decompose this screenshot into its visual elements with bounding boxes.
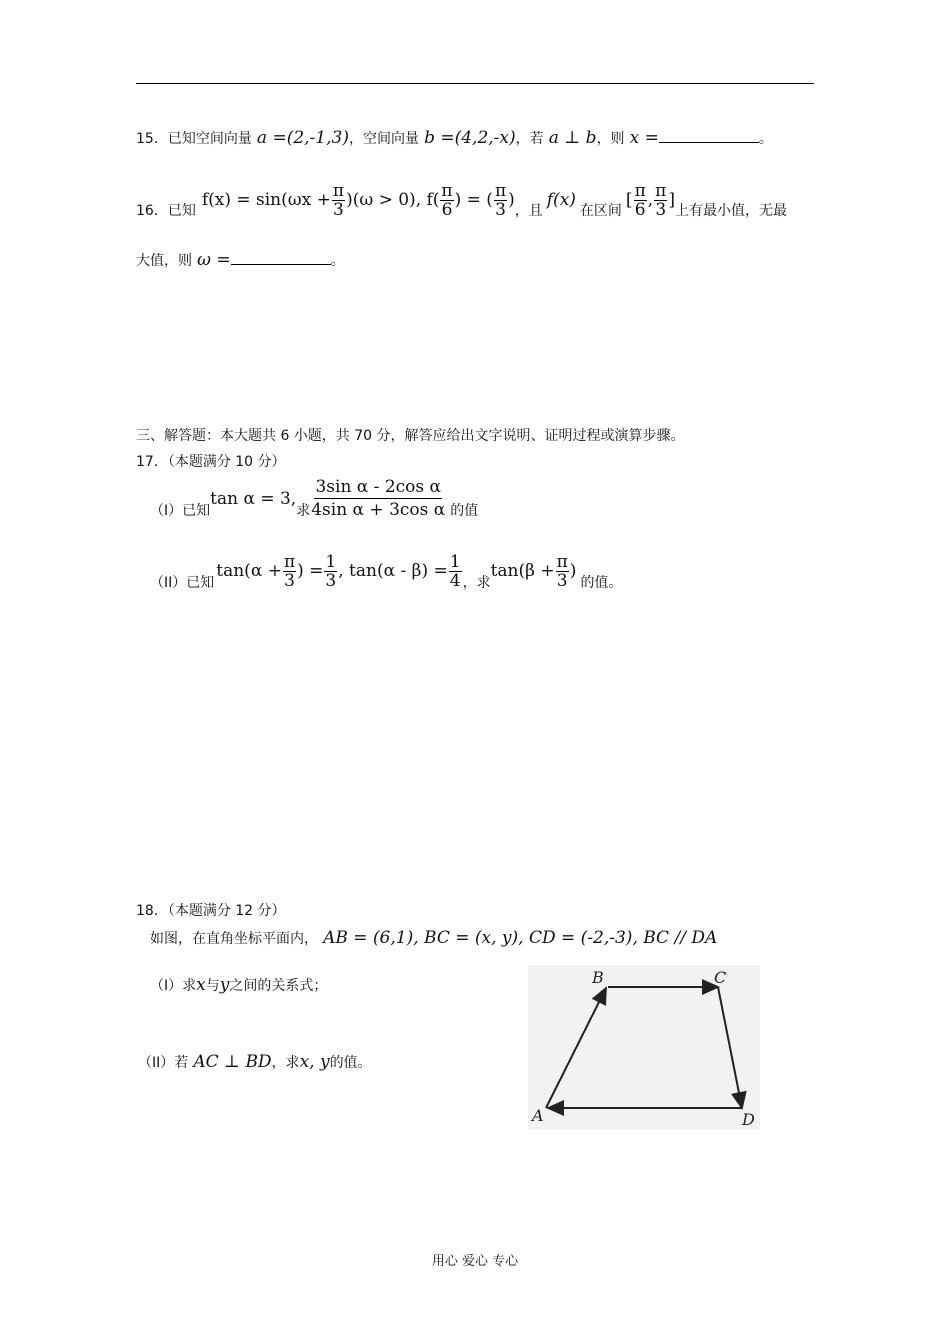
q16-eq: ) = ( — [454, 190, 493, 210]
q16-int-b: $\frac{\pi}{3}$ — [655, 180, 667, 220]
q18-part2 — [138, 1052, 372, 1072]
q15-answer-blank[interactable] — [659, 130, 759, 143]
q16-def-post: )(ω > 0), f( — [346, 190, 440, 210]
q17-frac-pi-3b: $\frac{\pi}{3}$ — [556, 551, 568, 591]
figure-background — [528, 965, 760, 1130]
q18-y: y — [219, 975, 230, 995]
q16-int-a: $\frac{\pi}{6}$ — [634, 180, 646, 220]
q15-text-4: ，则 — [596, 131, 625, 147]
q16-text-1: 已知 — [167, 203, 196, 219]
q18-intro: 如图，在直角坐标平面内， — [150, 931, 318, 947]
q15-x-eq: x = — [629, 128, 659, 148]
q17-tan1-mid: ) = — [297, 561, 324, 581]
q16-omega-eq: ω = — [197, 250, 231, 270]
q18-vectors: AB = (6,1), BC = (x, y), CD = (-2,-3), BC // DA — [323, 928, 718, 948]
q15-text-1: 已知空间向量 — [167, 131, 252, 147]
q16-def-pre: f(x) = sin(ωx + — [201, 190, 331, 210]
q17-p2-tail: 的值。 — [580, 575, 623, 591]
q17-header: 17．（本题满分 10 分） — [136, 454, 286, 470]
q16-lbrack: [ — [625, 190, 633, 210]
q17-p2-seek: ，求 — [462, 575, 491, 591]
q18-p1-a: （I）求 — [150, 978, 197, 994]
q18-p2-c: 的值。 — [329, 1055, 372, 1071]
q18-p1-b: 与 — [205, 978, 220, 994]
q16-close: ) — [508, 190, 515, 210]
q16-text-3: 在区间 — [579, 203, 622, 219]
label-c: C — [714, 968, 727, 987]
q18-p2-a: （II）若 — [138, 1055, 189, 1071]
q16-answer-blank[interactable] — [231, 252, 331, 265]
label-d: D — [742, 1110, 755, 1129]
q17-frac-1-3: $\frac{1}{3}$ — [325, 551, 337, 591]
question-16-line2 — [136, 250, 345, 270]
q17-tan3-post: ) — [569, 561, 577, 581]
q16-rbrack: ] — [668, 190, 675, 210]
q17-p1-tail: 的值 — [450, 502, 479, 519]
q18-figure — [528, 965, 760, 1130]
q18-xy: x, y — [299, 1052, 330, 1072]
page-footer: 用心 爱心 专心 — [431, 1254, 519, 1269]
q17-tan3-pre: tan(β + — [490, 561, 555, 581]
q15-vector-b: b =(4,2,-x) — [424, 128, 516, 148]
q16-text-2: ，且 — [514, 203, 543, 219]
question-15 — [136, 128, 773, 148]
q16-fx: f(x) — [546, 190, 576, 210]
q16-frac-pi-6: $\frac{\pi}{6}$ — [441, 180, 453, 220]
q18-intro-line — [150, 928, 717, 948]
q16-number: 16． — [136, 203, 168, 219]
q17-fraction: $\frac{\text{3sin α - 2cos α}}{\text{4sin α + 3cos α}}$ — [311, 477, 446, 520]
q17-p2-label: （II）已知 — [150, 575, 215, 591]
q16-text-5: 大值，则 — [136, 253, 192, 269]
q18-acbd: AC ⊥ BD — [193, 1052, 272, 1072]
section-3-heading: 三、解答题：本大题共 6 小题，共 70 分，解答应给出文字说明、证明过程或演算步骤。 — [136, 428, 685, 444]
q15-text-3: ，若 — [515, 131, 544, 147]
q17-tan1-pre: tan(α + — [216, 561, 282, 581]
q18-x: x — [196, 975, 206, 995]
q18-part1 — [150, 975, 327, 995]
q17-part2 — [150, 550, 622, 592]
q16-comma: , — [647, 190, 654, 210]
label-b: B — [592, 968, 604, 987]
question-16 — [136, 180, 787, 220]
q18-p2-b: ，求 — [271, 1055, 300, 1071]
q16-frac-pi-3b: $\frac{\pi}{3}$ — [494, 180, 507, 220]
q17-frac-1-4: $\frac{1}{4}$ — [449, 551, 461, 591]
q17-seek: 求 — [296, 502, 311, 519]
q17-frac-pi-3: $\frac{\pi}{3}$ — [283, 551, 296, 591]
q18-p1-c: 之间的关系式； — [229, 978, 328, 994]
q15-perp: a ⊥ b — [548, 128, 597, 148]
q15-number: 15． — [136, 131, 168, 147]
q17-part1 — [150, 476, 478, 521]
q18-header: 18．（本题满分 12 分） — [136, 903, 286, 919]
q16-text-6: 。 — [330, 253, 345, 269]
q15-vector-a: a =(2,-1,3) — [256, 128, 349, 148]
q15-text-5: 。 — [758, 131, 773, 147]
header-rule — [136, 83, 814, 84]
q17-tan-eq: tan α = 3, — [210, 488, 297, 509]
q16-frac-pi-3: $\frac{\pi}{3}$ — [332, 180, 345, 220]
label-a: A — [532, 1106, 544, 1125]
q17-tan2: , tan(α - β) = — [338, 561, 448, 581]
q17-p1-label: （I）已知 — [150, 502, 211, 519]
q15-text-2: ，空间向量 — [348, 131, 419, 147]
q16-text-4: 上有最小值，无最 — [674, 203, 787, 219]
